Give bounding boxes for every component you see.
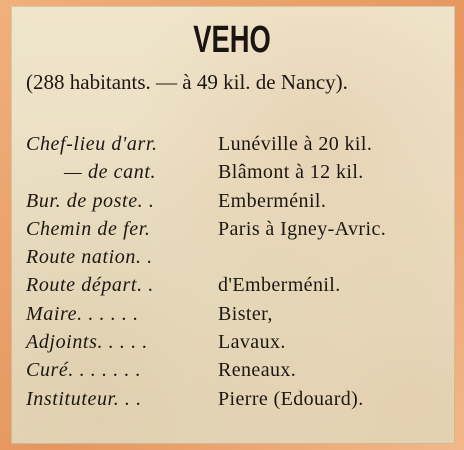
entry-label: Bur. de poste. . (26, 189, 155, 212)
list-item (26, 244, 446, 272)
list-item (26, 159, 446, 187)
entry-label: Maire. . . . . . (26, 302, 139, 325)
list-item (26, 272, 446, 300)
entry-label: Route nation. . (26, 246, 153, 269)
entry-label: Chef-lieu d'arr. (26, 133, 158, 155)
entry-value: Paris à Igney-Avric. (218, 217, 387, 240)
list-item (26, 131, 446, 159)
page-title: VEHO (193, 19, 271, 61)
list-item (26, 301, 446, 329)
entry-label: — de cant. (64, 161, 157, 184)
list-item (26, 386, 446, 414)
entry-label: Curé. . . . . . . (26, 359, 142, 382)
entry-value: Lunéville à 20 kil. (218, 133, 373, 155)
entry-label: Adjoints. . . . . (26, 331, 148, 354)
list-item (26, 188, 446, 216)
entry-value: Emberménil. (218, 189, 327, 212)
entry-list (26, 131, 446, 414)
entry-value: Lavaux. (218, 331, 286, 354)
entry-value: Pierre (Edouard). (218, 387, 364, 410)
entry-value: d'Emberménil. (218, 274, 341, 297)
list-item (26, 216, 446, 244)
list-item (26, 357, 446, 385)
list-item (26, 329, 446, 357)
entry-label: Chemin de fer. (26, 217, 151, 240)
entry-label: Instituteur. . . (26, 387, 142, 410)
entry-value: Blâmont à 12 kil. (218, 161, 364, 184)
entry-value: Bister, (218, 302, 273, 325)
entry-value: Reneaux. (218, 359, 297, 382)
entry-label: Route départ. . (26, 274, 154, 297)
subtitle: (288 habitants. — à 49 kil. de Nancy). (26, 70, 348, 94)
